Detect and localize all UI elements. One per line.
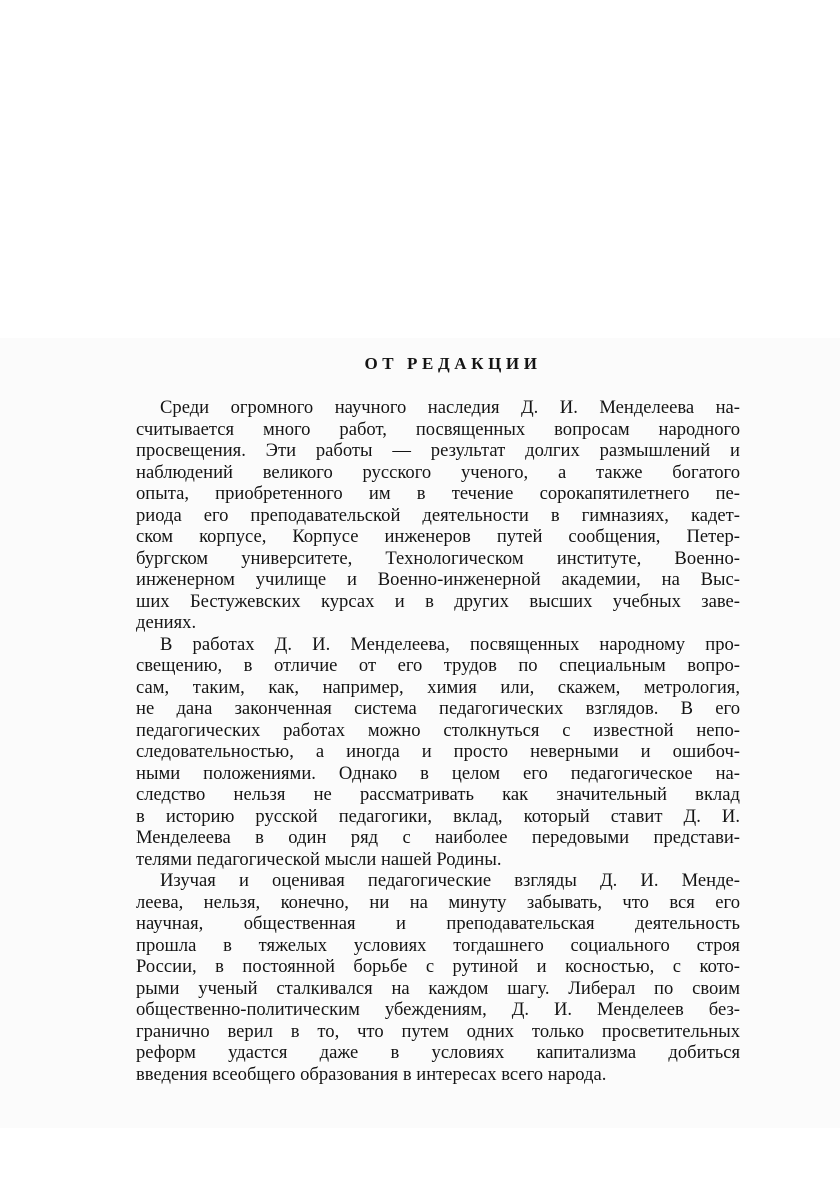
text-line: свещению, в отличие от его трудов по специальным вопро- (136, 655, 740, 676)
text-line: рыми ученый сталкивался на каждом шагу. Либерал по своим (136, 977, 740, 999)
text-line: ными положениями. Однако в целом его педагогическое на- (136, 762, 740, 784)
text-line: педагогических работах можно столкнуться с известной непо- (136, 719, 740, 741)
text-line: реформ удастся даже в условиях капитализма добиться (136, 1042, 740, 1063)
text-line: считывается много работ, посвященных вопросам народного (136, 418, 740, 440)
text-line: инженерном училище и Военно-инженерной академии, на Выс- (136, 569, 740, 590)
text-line: В работах Д. И. Менделеева, посвященных народному про- (160, 633, 740, 655)
text-line: леева, нельзя, конечно, ни на минуту забывать, что вся его (136, 891, 740, 913)
text-line: Среди огромного научного наследия Д. И. Менделеева на- (160, 397, 740, 418)
text-line: прошла в тяжелых условиях тогдашнего социального строя (136, 934, 740, 956)
document-body (136, 352, 740, 1085)
text-line: гранично верил в то, что путем одних только просветительных (136, 1020, 740, 1042)
section-title: ОТ РЕДАКЦИИ (364, 354, 542, 373)
text-line: Изучая и оценивая педагогические взгляды Д. И. Менде- (160, 870, 740, 891)
text-line: России, в постоянной борьбе с рутиной и косностью, с кото- (136, 956, 740, 977)
text-line: общественно-политическим убеждениям, Д. И. Менделеев без- (136, 999, 740, 1020)
text-line: не дана законченная система педагогических взглядов. В его (136, 698, 740, 719)
text-line: в историю русской педагогики, вклад, который ставит Д. И. (136, 805, 740, 827)
text-line: научная, общественная и преподавательская деятельность (136, 913, 740, 934)
text-line: ском корпусе, Корпусе инженеров путей сообщения, Петер- (136, 526, 740, 547)
text-line: Менделеева в один ряд с наиболее передовыми представи- (136, 827, 740, 848)
text-line: наблюдений великого русского ученого, а также богатого (136, 461, 740, 483)
text-line: бургском университете, Технологическом институте, Военно- (136, 547, 740, 569)
text-line: сам, таким, как, например, химия или, скажем, метрология, (136, 676, 740, 698)
paragraph (136, 634, 740, 871)
paragraph (136, 870, 740, 1085)
text-line: просвещения. Эти работы — результат долгих размышлений и (136, 440, 740, 461)
text-line: дениях. (136, 612, 197, 633)
text-line: риода его преподавательской деятельности в гимназиях, кадет- (136, 504, 740, 526)
text-line: введения всеобщего образования в интересах всего народа. (136, 1063, 607, 1085)
text-line: опыта, приобретенного им в течение сорокапятилетнего пе- (136, 483, 740, 504)
text-line: телями педагогической мысли нашей Родины. (136, 848, 502, 870)
text-line: следовательностью, а иногда и просто неверными и ошибоч- (136, 741, 740, 762)
text-line: ших Бестужевских курсах и в других высших учебных заве- (136, 590, 740, 612)
paragraph (136, 397, 740, 634)
text-line: следство нельзя не рассматривать как значительный вклад (136, 784, 740, 805)
paragraph-list (136, 397, 740, 1085)
